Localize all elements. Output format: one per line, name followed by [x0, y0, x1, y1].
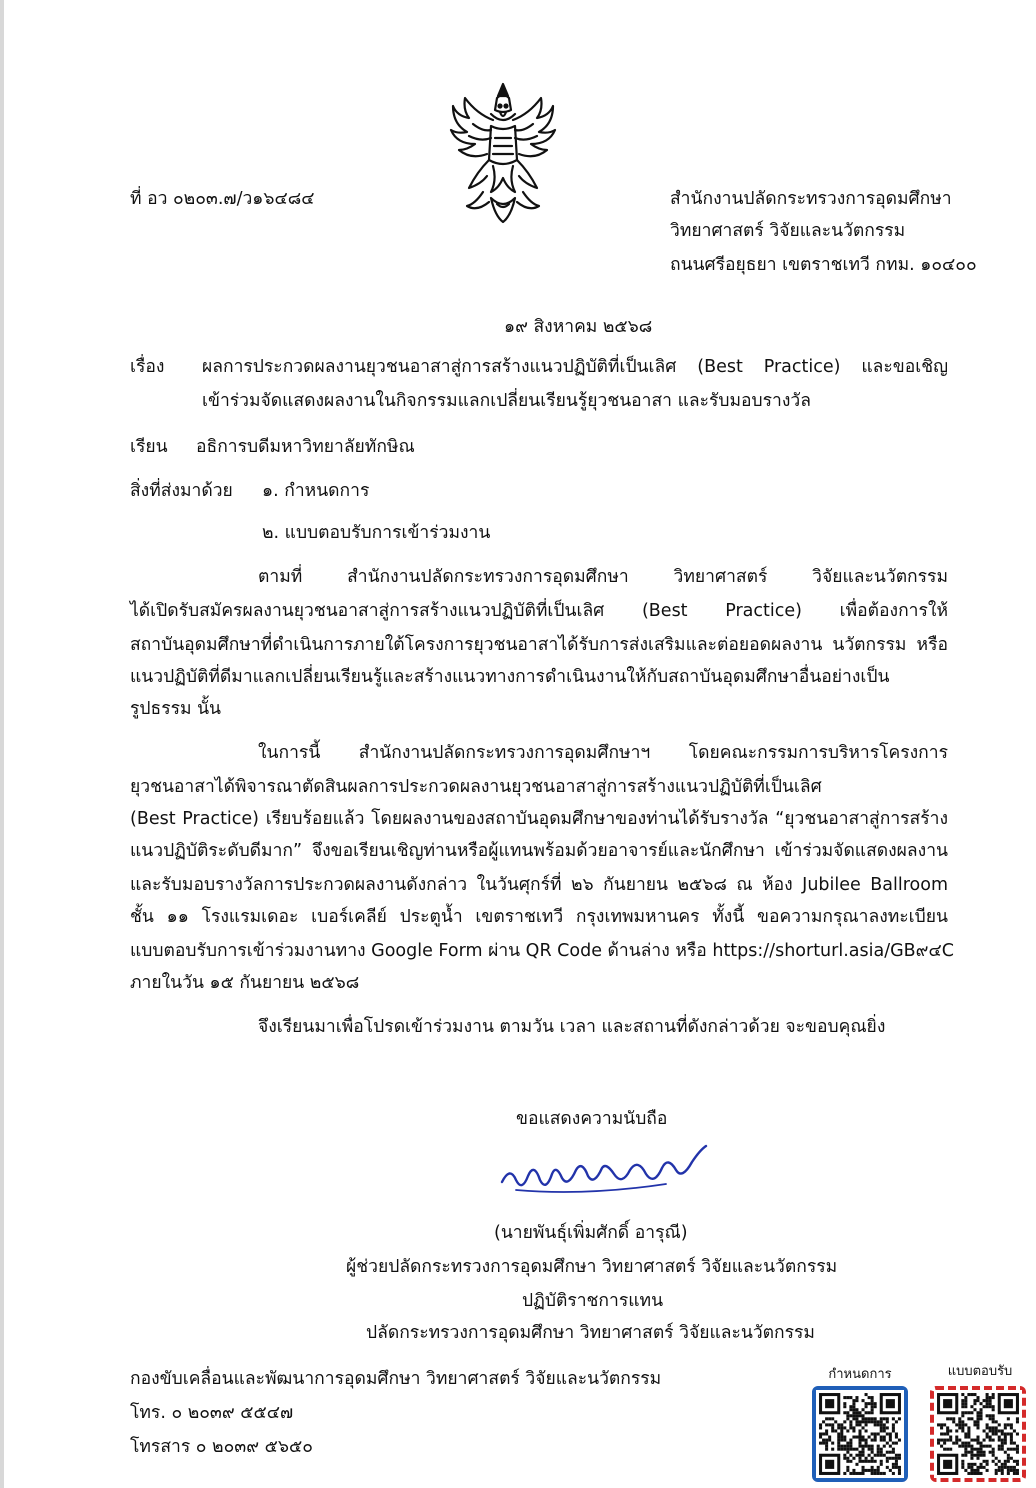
recipient-name: อธิการบดีมหาวิทยาลัยทักษิณ — [196, 437, 415, 457]
reference-number: ที่ อว ๐๒๐๓.๗/ว๑๖๔๘๔ — [130, 189, 315, 209]
para2-line-1: ในการนี้ สำนักงานปลัดกระทรวงการอุดมศึกษาฯ โดยคณะกรรมการบริหารโครงการ — [258, 743, 948, 763]
office-line-2: วิทยาศาสตร์ วิจัยและนวัตกรรม — [670, 221, 906, 241]
page-edge — [0, 0, 4, 1488]
para2-line-4: แนวปฏิบัติระดับดีมาก” จึงขอเรียนเชิญท่านหรือผู้แทนพร้อมด้วยอาจารย์และนักศึกษา เข้าร่วมจัดแสดงผลงาน — [130, 841, 948, 861]
signatory-title-2: ปฏิบัติราชการแทน — [522, 1291, 664, 1311]
footer-tel: โทร. ๐ ๒๐๓๙ ๕๕๔๗ — [130, 1403, 294, 1423]
signatory-name: (นายพันธุ์เพิ่มศักดิ์ อารุณี) — [494, 1223, 688, 1243]
signatory-title-1: ผู้ช่วยปลัดกระทรวงการอุดมศึกษา วิทยาศาสตร์ วิจัยและนวัตกรรม — [346, 1257, 838, 1277]
para1-line-5: รูปธรรม นั้น — [130, 699, 222, 719]
office-line-1: สำนักงานปลัดกระทรวงการอุดมศึกษา — [670, 189, 952, 209]
para2-line-8: ภายในวัน ๑๕ กันยายน ๒๕๖๘ — [130, 973, 360, 993]
enclosure-label: สิ่งที่ส่งมาด้วย — [130, 481, 233, 501]
para1-line-2: ได้เปิดรับสมัครผลงานยุวชนอาสาสู่การสร้างแนวปฏิบัติที่เป็นเลิศ (Best Practice) เพื่อต้องการให้ — [130, 601, 948, 621]
qr-code-reply-icon[interactable] — [934, 1390, 1022, 1478]
para2-line-3: (Best Practice) เรียบร้อยแล้ว โดยผลงานของสถาบันอุดมศึกษาของท่านได้รับรางวัล “ยุวชนอาสาสู่การสร้าง — [130, 809, 948, 829]
subject-line-1: ผลการประกวดผลงานยุวชนอาสาสู่การสร้างแนวปฏิบัติที่เป็นเลิศ (Best Practice) และขอเชิญ — [202, 357, 948, 377]
qr-reply-frame — [930, 1386, 1026, 1482]
para1-line-3: สถาบันอุดมศึกษาที่ดำเนินการภายใต้โครงการยุวชนอาสาได้รับการส่งเสริมและต่อยอดผลงาน นวัตกรรม หรือ — [130, 635, 948, 655]
subject-line-2: เข้าร่วมจัดแสดงผลงานในกิจกรรมแลกเปลี่ยนเรียนรู้ยุวชนอาสา และรับมอบรางวัล — [202, 391, 811, 411]
closing-sentence: จึงเรียนมาเพื่อโปรดเข้าร่วมงาน ตามวัน เวลา และสถานที่ดังกล่าวด้วย จะขอบคุณยิ่ง — [258, 1017, 886, 1037]
qr-schedule-frame — [812, 1386, 908, 1482]
handwritten-signature — [496, 1140, 716, 1200]
para1-line-1: ตามที่ สำนักงานปลัดกระทรวงการอุดมศึกษา วิทยาศาสตร์ วิจัยและนวัตกรรม — [258, 567, 948, 587]
signatory-title-3: ปลัดกระทรวงการอุดมศึกษา วิทยาศาสตร์ วิจัยและนวัตกรรม — [366, 1323, 815, 1343]
para2-line-2: ยุวชนอาสาได้พิจารณาตัดสินผลการประกวดผลงานยุวชนอาสาสู่การสร้างแนวปฏิบัติที่เป็นเลิศ — [130, 777, 822, 797]
recipient-label: เรียน — [130, 437, 168, 457]
enclosure-item-2: ๒. แบบตอบรับการเข้าร่วมงาน — [262, 523, 491, 543]
letter-date: ๑๙ สิงหาคม ๒๕๖๘ — [504, 317, 653, 337]
qr-reply-label: แบบตอบรับ — [947, 1364, 1013, 1379]
office-line-3: ถนนศรีอยุธยา เขตราชเทวี กทม. ๑๐๔๐๐ — [670, 255, 977, 275]
qr-code-schedule-icon[interactable] — [816, 1390, 904, 1478]
footer-fax: โทรสาร ๐ ๒๐๓๙ ๕๖๕๐ — [130, 1437, 313, 1457]
garuda-emblem-icon — [447, 80, 559, 225]
footer-division: กองขับเคลื่อนและพัฒนาการอุดมศึกษา วิทยาศาสตร์ วิจัยและนวัตกรรม — [130, 1369, 662, 1389]
regards-text: ขอแสดงความนับถือ — [516, 1109, 668, 1129]
para2-line-5: และรับมอบรางวัลการประกวดผลงานดังกล่าว ในวันศุกร์ที่ ๒๖ กันยายน ๒๕๖๘ ณ ห้อง Jubilee Ballroom — [130, 875, 948, 895]
qr-schedule-label: กำหนดการ — [828, 1367, 892, 1382]
para2-line-7: แบบตอบรับการเข้าร่วมงานทาง Google Form ผ่าน QR Code ด้านล่าง หรือ https://shorturl.asia/GB๙๔C — [130, 941, 954, 961]
subject-label: เรื่อง — [130, 357, 165, 377]
enclosure-item-1: ๑. กำหนดการ — [262, 481, 370, 501]
para1-line-4: แนวปฏิบัติที่ดีมาแลกเปลี่ยนเรียนรู้และสร้างแนวทางการดำเนินงานให้กับสถาบันอุดมศึกษาอื่นอย่างเป็น — [130, 667, 890, 687]
para2-line-6: ชั้น ๑๑ โรงแรมเดอะ เบอร์เคลีย์ ประตูน้ำ เขตราชเทวี กรุงเทพมหานคร ทั้งนี้ ขอความกรุณาลงทะเบียน — [130, 907, 948, 927]
